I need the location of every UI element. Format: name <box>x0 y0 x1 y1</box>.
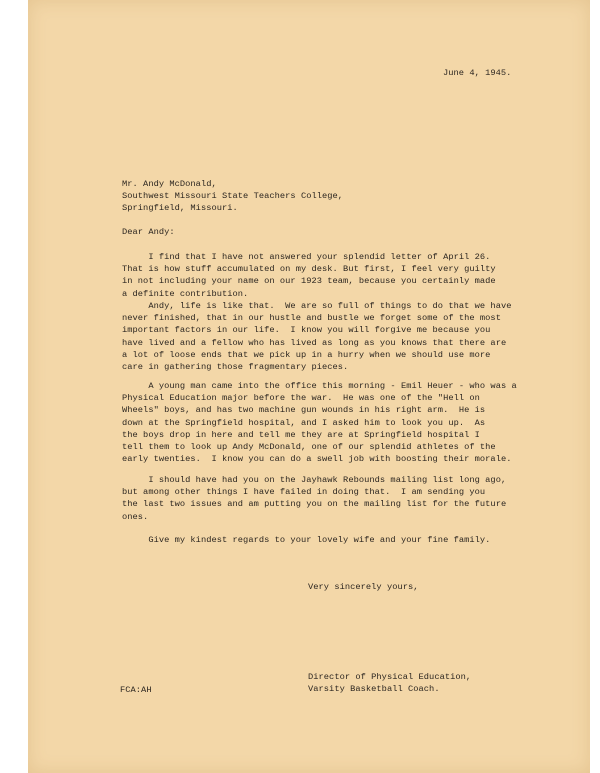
paragraph-1 <box>122 251 496 300</box>
complimentary-closing: Very sincerely yours, <box>308 582 419 592</box>
signature-block <box>308 671 471 695</box>
paragraph-line: important factors in our life. I know you will forgive me because you <box>122 325 491 336</box>
paragraph-line: the last two issues and am putting you on the mailing list for the future <box>122 499 507 510</box>
paragraph-line: A young man came into the office this morning - Emil Heuer - who was a <box>122 381 517 391</box>
recipient-name: Mr. Andy McDonald, <box>122 179 217 189</box>
paragraph-line: Andy, life is like that. We are so full of things to do that we have <box>122 301 512 311</box>
paragraph-line: down at the Springfield hospital, and I asked him to look you up. As <box>122 417 486 428</box>
paragraph-4 <box>122 474 506 523</box>
recipient-address <box>122 178 343 215</box>
paragraph-3 <box>122 380 517 465</box>
paragraph-line: I find that I have not answered your splendid letter of April 26. <box>122 252 491 262</box>
signature-title-line-1: Director of Physical Education, <box>308 672 472 682</box>
paragraph-line: a definite contribution. <box>122 288 249 299</box>
paragraph-line: never finished, that in our hustle and bustle we forget some of the most <box>122 313 501 324</box>
paragraph-line: in not including your name on our 1923 team, because you certainly made <box>122 276 496 287</box>
paragraph-line: care in gathering those fragmentary pieces. <box>122 362 349 373</box>
recipient-city: Springfield, Missouri. <box>122 203 238 214</box>
recipient-institution: Southwest Missouri State Teachers College, <box>122 191 344 202</box>
paragraph-line: That is how stuff accumulated on my desk. But first, I feel very guilty <box>122 264 496 275</box>
paragraph-line: early twenties. I know you can do a swell job with boosting their morale. <box>122 454 512 465</box>
paragraph-line: but among other things I have failed in doing that. I am sending you <box>122 487 486 498</box>
salutation: Dear Andy: <box>122 227 175 237</box>
paragraph-line: ones. <box>122 511 149 522</box>
paragraph-line: Physical Education major before the war. He was one of the "Hell on <box>122 393 480 404</box>
signature-title-line-2: Varsity Basketball Coach. <box>308 684 440 695</box>
paragraph-line: Wheels" boys, and has two machine gun wounds in his right arm. He is <box>122 405 486 416</box>
paragraph-line: I should have had you on the Jayhawk Rebounds mailing list long ago, <box>122 475 507 485</box>
paragraph-line: have lived and a fellow who has lived as long as you knows that there are <box>122 337 507 348</box>
paragraph-2 <box>122 300 512 373</box>
reference-initials: FCA:AH <box>120 685 152 695</box>
paragraph-line: Give my kindest regards to your lovely wife and your fine family. <box>122 535 491 545</box>
paragraph-line: the boys drop in here and tell me they are at Springfield hospital I <box>122 429 480 440</box>
letter-date: June 4, 1945. <box>443 68 512 78</box>
paragraph-line: tell them to look up Andy McDonald, one of our splendid athletes of the <box>122 442 496 453</box>
paragraph-line: a lot of loose ends that we pick up in a hurry when we should use more <box>122 349 491 360</box>
paragraph-5 <box>122 534 490 546</box>
